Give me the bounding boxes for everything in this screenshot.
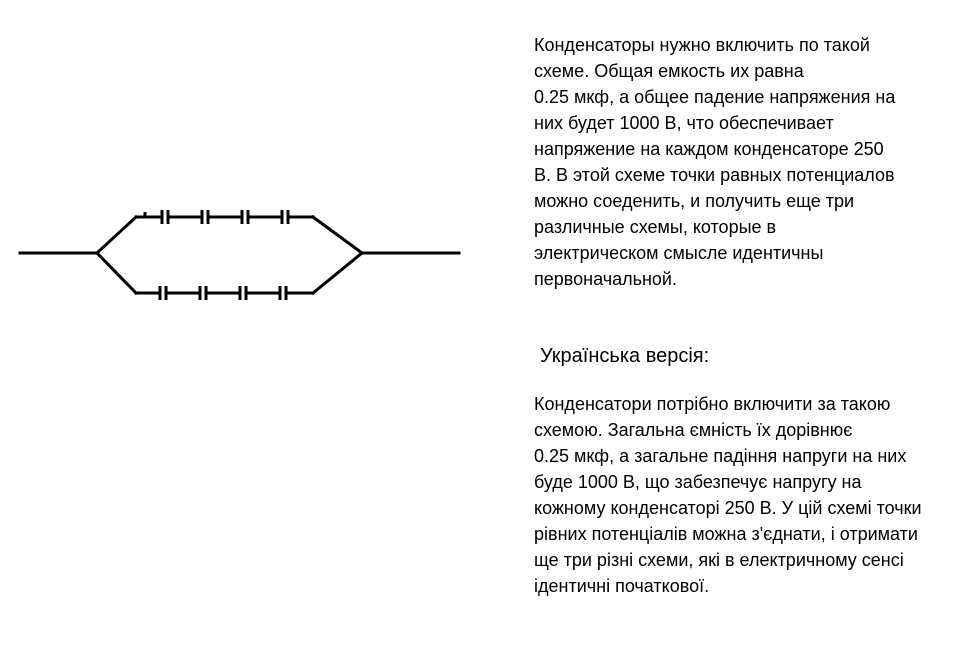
capacitor-upper-4	[282, 210, 288, 224]
russian-text-line: напряжение на каждом конденсаторе 250	[534, 139, 884, 159]
capacitor-lower-2	[200, 286, 206, 300]
lower-branch	[136, 286, 313, 300]
russian-text-line: В. В этой схеме точки равных потенциалов	[534, 165, 895, 185]
capacitor-upper-3	[242, 210, 248, 224]
ukrainian-text-line: 0.25 мкф, а загальне падіння напруги на них	[534, 446, 907, 466]
ukrainian-text-line: рівних потенціалів можна з'єднати, і отримати	[534, 524, 918, 544]
russian-text-line: первоначальной.	[534, 269, 677, 289]
ukrainian-text-line: схемою. Загальна ємність їх дорівнює	[534, 420, 853, 440]
ukrainian-text-line: буде 1000 В, що забезпечує напругу на	[534, 472, 862, 492]
russian-text-line: схеме. Общая емкость их равна	[534, 61, 804, 81]
ukrainian-text-line: ще три різні схеми, які в електричному сенсі	[534, 550, 904, 570]
russian-text-line: них будет 1000 В, что обеспечивает	[534, 113, 834, 133]
upper-branch-wire	[136, 212, 162, 217]
ukrainian-text-line: кожному конденсаторі 250 В. У цій схемі точки	[534, 498, 922, 518]
capacitor-lower-1	[160, 286, 166, 300]
russian-text-line: Конденсаторы нужно включить по такой	[534, 35, 870, 55]
russian-text-line: можно соеденить, и получить еще три	[534, 191, 855, 211]
russian-text-line: 0.25 мкф, а общее падение напряжения на	[534, 87, 896, 107]
capacitor-upper-2	[202, 210, 208, 224]
capacitor-circuit-diagram	[0, 0, 480, 360]
ukrainian-text-line: ідентичні початкової.	[534, 576, 710, 596]
upper-branch	[136, 210, 313, 224]
left-upper-diagonal-wire	[97, 217, 136, 253]
russian-description	[534, 32, 964, 292]
right-upper-diagonal-wire	[313, 217, 362, 253]
ukrainian-description	[534, 391, 964, 599]
capacitor-lower-4	[280, 286, 286, 300]
capacitor-upper-1	[162, 210, 168, 224]
right-lower-diagonal-wire	[313, 253, 362, 293]
russian-text-line: электрическом смысле идентичны	[534, 243, 824, 263]
ukrainian-version-heading: Українська версія:	[540, 345, 710, 367]
capacitor-lower-3	[240, 286, 246, 300]
russian-text-line: различные схемы, которые в	[534, 217, 777, 237]
ukrainian-text-line: Конденсатори потрібно включити за такою	[534, 394, 891, 414]
left-lower-diagonal-wire	[97, 253, 136, 293]
